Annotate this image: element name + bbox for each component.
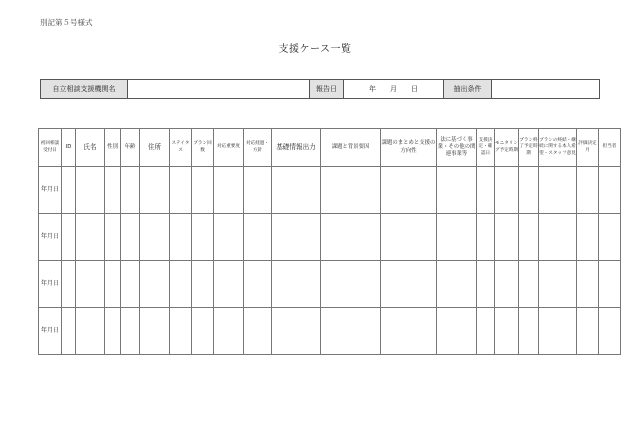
row-cell[interactable] (495, 261, 519, 308)
row-cell[interactable] (599, 214, 621, 261)
date-day-unit: 日 (411, 85, 418, 93)
row-cell[interactable] (192, 261, 214, 308)
row-cell[interactable] (62, 261, 76, 308)
row-cell[interactable] (214, 261, 244, 308)
row-cell[interactable] (539, 308, 577, 355)
row-cell[interactable] (121, 261, 140, 308)
row-cell[interactable] (519, 167, 539, 214)
row-cell[interactable] (381, 214, 437, 261)
table-row (39, 308, 621, 355)
table-row (39, 261, 621, 308)
row-cell[interactable] (76, 167, 105, 214)
form-code: 別記第５号様式 (40, 18, 93, 27)
col-sex: 性別 (105, 129, 121, 167)
row-cell[interactable] (121, 308, 140, 355)
row-cell[interactable] (437, 214, 477, 261)
col-basic-info-output: 基礎情報出力 (272, 129, 321, 167)
row-cell[interactable] (437, 167, 477, 214)
row-cell[interactable] (321, 261, 381, 308)
row-cell[interactable] (539, 214, 577, 261)
col-address: 住所 (140, 129, 170, 167)
row-cell[interactable] (244, 308, 272, 355)
report-date-field[interactable] (344, 80, 444, 99)
row-cell[interactable] (599, 261, 621, 308)
row-cell[interactable] (62, 167, 76, 214)
row-cell[interactable] (214, 167, 244, 214)
row-cell[interactable] (321, 308, 381, 355)
row-cell[interactable] (577, 308, 599, 355)
row-cell[interactable] (577, 261, 599, 308)
row-cell[interactable] (381, 167, 437, 214)
row-date-cell[interactable]: 年月日 (39, 261, 62, 308)
row-cell[interactable] (272, 308, 321, 355)
col-plan-opinion: プランの終結・継続に関する本人希望・スタッフ意見 (539, 129, 577, 167)
row-cell[interactable] (272, 167, 321, 214)
row-cell[interactable] (321, 167, 381, 214)
row-cell[interactable] (105, 261, 121, 308)
row-cell[interactable] (244, 261, 272, 308)
row-cell[interactable] (140, 308, 170, 355)
row-cell[interactable] (539, 167, 577, 214)
row-cell[interactable] (170, 261, 192, 308)
col-progress-policy: 対応経過・方針 (244, 129, 272, 167)
row-cell[interactable] (519, 261, 539, 308)
report-header-table (40, 79, 600, 99)
row-cell[interactable] (76, 308, 105, 355)
row-cell[interactable] (62, 214, 76, 261)
col-age: 年齢 (121, 129, 140, 167)
row-cell[interactable] (495, 308, 519, 355)
report-date-label: 報告日 (310, 80, 344, 99)
col-monitoring-schedule: モニタリング予定時期 (495, 129, 519, 167)
row-cell[interactable] (121, 167, 140, 214)
row-cell[interactable] (244, 167, 272, 214)
row-cell[interactable] (381, 308, 437, 355)
case-list-table (38, 128, 621, 355)
extract-condition-field[interactable] (492, 80, 600, 99)
row-cell[interactable] (121, 214, 140, 261)
row-cell[interactable] (76, 214, 105, 261)
row-cell[interactable] (105, 167, 121, 214)
row-cell[interactable] (477, 308, 495, 355)
row-cell[interactable] (170, 214, 192, 261)
row-cell[interactable] (539, 261, 577, 308)
col-name: 氏名 (76, 129, 105, 167)
col-evaluation-month: 評価決定月 (577, 129, 599, 167)
extract-condition-label: 抽出条件 (444, 80, 492, 99)
row-cell[interactable] (170, 167, 192, 214)
col-plan-end-schedule: プラン終了予定時期 (519, 129, 539, 167)
row-cell[interactable] (192, 308, 214, 355)
row-cell[interactable] (192, 214, 214, 261)
col-status: ステイタス (170, 129, 192, 167)
row-date-cell[interactable]: 年月日 (39, 308, 62, 355)
row-cell[interactable] (140, 167, 170, 214)
col-issues-background: 課題と背景要因 (321, 129, 381, 167)
row-cell[interactable] (140, 261, 170, 308)
row-cell[interactable] (519, 214, 539, 261)
row-cell[interactable] (105, 308, 121, 355)
page-title: 支援ケース一覧 (278, 44, 352, 55)
row-cell[interactable] (140, 214, 170, 261)
col-plan-count: プラン回数 (192, 129, 214, 167)
row-cell[interactable] (321, 214, 381, 261)
row-cell[interactable] (381, 261, 437, 308)
row-cell[interactable] (477, 167, 495, 214)
row-cell[interactable] (272, 261, 321, 308)
row-cell[interactable] (599, 308, 621, 355)
col-related-programs: 法に基づく事業・その他の関連事業等 (437, 129, 477, 167)
org-name-label: 自立相談支援機関名 (41, 80, 128, 99)
row-cell[interactable] (477, 214, 495, 261)
row-cell[interactable] (272, 214, 321, 261)
row-date-cell[interactable]: 年月日 (39, 214, 62, 261)
row-cell[interactable] (62, 308, 76, 355)
row-cell[interactable] (577, 214, 599, 261)
col-issue-summary-direction: 課題のまとめと支援の方向性 (381, 129, 437, 167)
row-cell[interactable] (170, 308, 192, 355)
col-first-consult-date: 初回相談受付日 (39, 129, 62, 167)
row-cell[interactable] (519, 308, 539, 355)
org-name-field[interactable] (128, 80, 310, 99)
date-month-unit: 月 (390, 85, 397, 93)
col-priority: 対応重要度 (214, 129, 244, 167)
col-staff: 担当者 (599, 129, 621, 167)
row-cell[interactable] (477, 261, 495, 308)
row-cell[interactable] (214, 214, 244, 261)
col-support-decision-date: 支援決定・確認日 (477, 129, 495, 167)
date-year-unit: 年 (369, 85, 376, 93)
row-cell[interactable] (577, 167, 599, 214)
table-row (39, 214, 621, 261)
row-cell[interactable] (437, 308, 477, 355)
table-row (39, 167, 621, 214)
row-cell[interactable] (599, 167, 621, 214)
row-cell[interactable] (76, 261, 105, 308)
row-date-cell[interactable]: 年月日 (39, 167, 62, 214)
row-cell[interactable] (495, 167, 519, 214)
row-cell[interactable] (437, 261, 477, 308)
row-cell[interactable] (105, 214, 121, 261)
row-cell[interactable] (495, 214, 519, 261)
row-cell[interactable] (192, 167, 214, 214)
col-id: ID (62, 129, 76, 167)
row-cell[interactable] (214, 308, 244, 355)
row-cell[interactable] (244, 214, 272, 261)
